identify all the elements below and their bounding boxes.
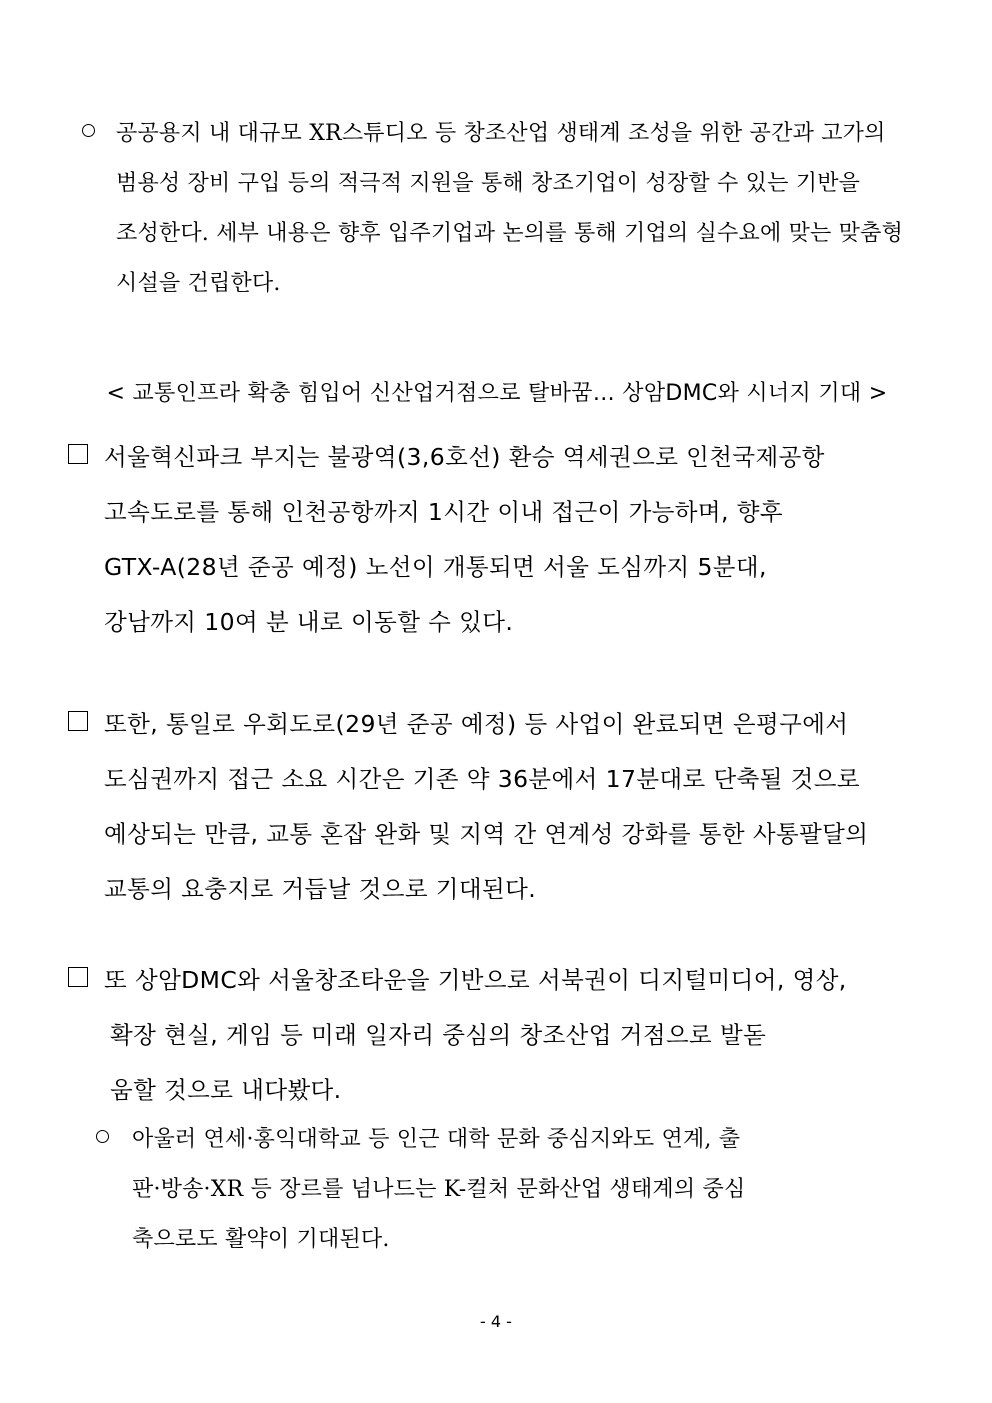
sub-bullet-line-1: 아울러 연세·홍익대학교 등 인근 대학 문화 중심지와도 연계, 출 xyxy=(132,1127,741,1152)
para-2-line-1: 또한, 통일로 우회도로(29년 준공 예정) 등 사업이 완료되면 은평구에서 xyxy=(104,710,849,738)
intro-line-1: 공공용지 내 대규모 XR스튜디오 등 창조산업 생태계 조성을 위한 공간과 고가의 xyxy=(116,121,886,146)
circle-bullet-icon xyxy=(82,124,95,137)
para-3-line-1: 또 상암DMC와 서울창조타운을 기반으로 서북권이 디지털미디어, 영상, xyxy=(104,966,847,994)
para-1-line-4: 강남까지 10여 분 내로 이동할 수 있다. xyxy=(104,608,514,636)
para-2-line-4: 교통의 요충지로 거듭날 것으로 기대된다. xyxy=(104,875,537,903)
square-bullet-icon xyxy=(68,711,88,731)
page-number: - 4 - xyxy=(480,1312,512,1331)
para-2-line-2: 도심권까지 접근 소요 시간은 기존 약 36분에서 17분대로 단축될 것으로 xyxy=(104,765,860,793)
para-1-line-3: GTX-A(28년 준공 예정) 노선이 개통되면 서울 도심까지 5분대, xyxy=(104,553,767,581)
para-3-line-2: 확장 현실, 게임 등 미래 일자리 중심의 창조산업 거점으로 발돋 xyxy=(110,1021,767,1049)
sub-bullet-line-2: 판·방송·XR 등 장르를 넘나드는 K-컬처 문화산업 생태계의 중심 xyxy=(132,1177,746,1202)
para-2-line-3: 예상되는 만큼, 교통 혼잡 완화 및 지역 간 연계성 강화를 통한 사통팔달의 xyxy=(104,820,869,848)
section-heading: < 교통인프라 확충 힘입어 신산업거점으로 탈바꿈… 상암DMC와 시너지 기대 > xyxy=(106,381,888,406)
intro-line-4: 시설을 건립한다. xyxy=(116,271,281,296)
intro-line-2: 범용성 장비 구입 등의 적극적 지원을 통해 창조기업이 성장할 수 있는 기반을 xyxy=(116,171,861,196)
para-3-line-3: 움할 것으로 내다봤다. xyxy=(110,1076,342,1104)
intro-line-3: 조성한다. 세부 내용은 향후 입주기업과 논의를 통해 기업의 실수요에 맞는 맞춤형 xyxy=(116,221,904,246)
circle-bullet-icon xyxy=(96,1130,109,1143)
sub-bullet-line-3: 축으로도 활약이 기대된다. xyxy=(132,1227,390,1252)
square-bullet-icon xyxy=(68,967,88,987)
square-bullet-icon xyxy=(68,444,88,464)
para-1-line-1: 서울혁신파크 부지는 불광역(3,6호선) 환승 역세권으로 인천국제공항 xyxy=(104,443,825,471)
para-1-line-2: 고속도로를 통해 인천공항까지 1시간 이내 접근이 가능하며, 향후 xyxy=(104,498,783,526)
